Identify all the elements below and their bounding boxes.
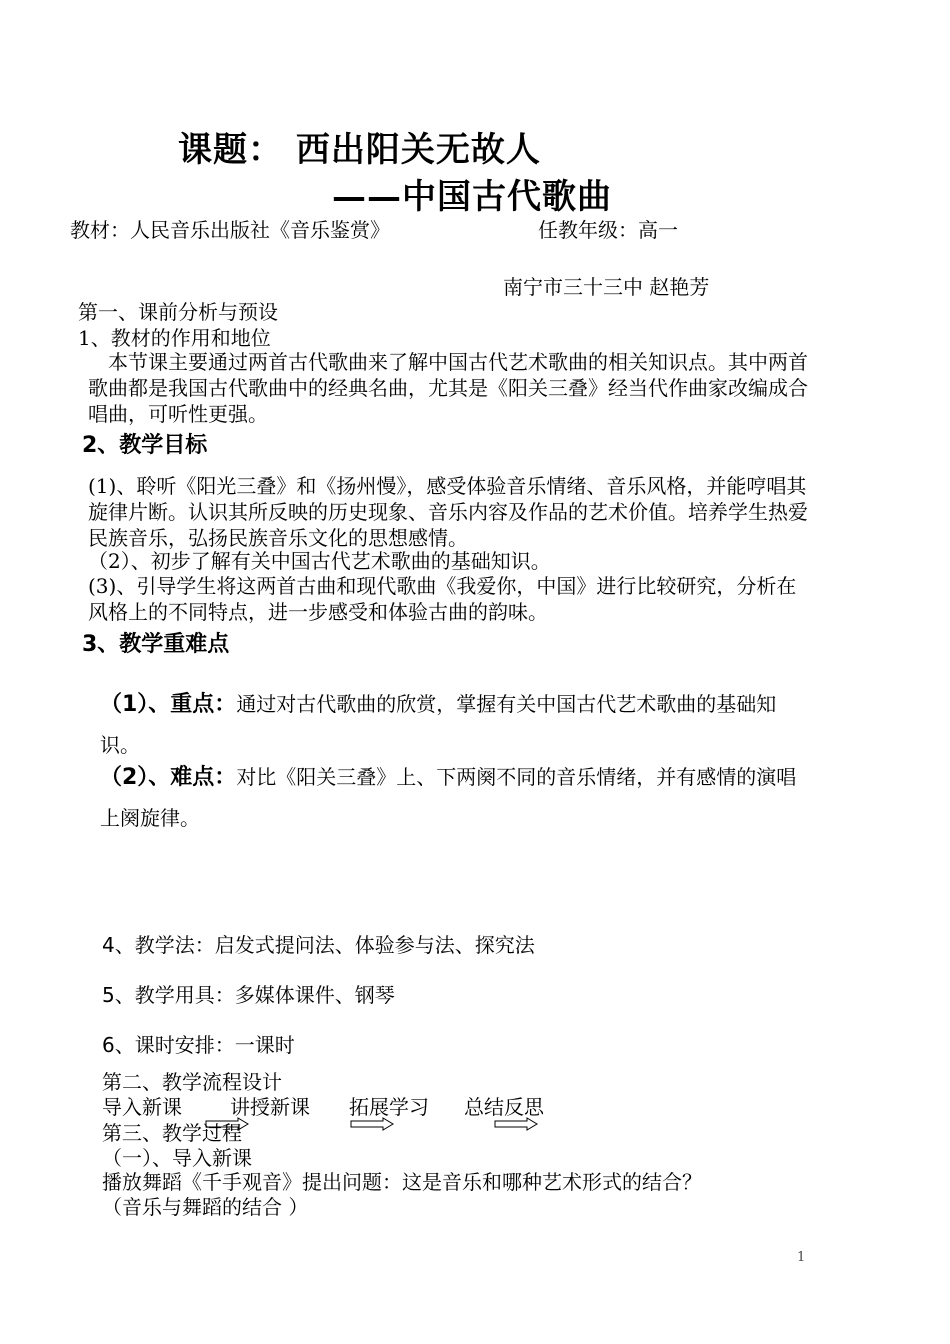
arrow-right-icon [494, 1117, 538, 1131]
key-point-text: 通过对古代歌曲的欣赏，掌握有关中国古代艺术歌曲的基础知识。 [100, 692, 777, 757]
difficult-point-text: 对比《阳关三叠》上、下两阕不同的音乐情绪，并有感情的演唱上阕旋律。 [100, 765, 797, 830]
section3-sub1: （一）、导入新课 [102, 1146, 252, 1170]
author-info: 南宁市三十三中 赵艳芳 [503, 275, 710, 299]
section3-heading: 第三、教学过程 [102, 1121, 242, 1145]
item5-teaching-tools: 5、教学用具：多媒体课件、钢琴 [102, 983, 395, 1007]
flow-step-2: 讲授新课 [230, 1095, 310, 1119]
section2-heading: 第二、教学流程设计 [102, 1070, 282, 1094]
goal-3: (3)、引导学生将这两首古曲和现代歌曲《我爱你，中国》进行比较研究，分析在风格上的不同特点，进一步感受和体验古曲的韵味。 [88, 574, 797, 624]
item6-class-hours: 6、课时安排：一课时 [102, 1033, 295, 1057]
arrow-right-icon [350, 1117, 394, 1131]
difficult-point [100, 757, 815, 838]
textbook-info: 教材：人民音乐出版社《音乐鉴赏》 [70, 218, 390, 242]
goal-1: (1)、聆听《阳光三叠》和《扬州慢》，感受体验音乐情绪、音乐风格，并能哼唱其旋律片断。认识其所反映的历史现象、音乐内容及作品的艺术价值。培养学生热爱民族音乐，弘扬民族音乐文化的思想感情。 [88, 474, 808, 550]
key-point-label: （1）、重点： [100, 692, 237, 717]
goal-2: （2）、初步了解有关中国古代艺术歌曲的基础知识。 [88, 549, 551, 573]
section3-text1: 播放舞蹈《千手观音》提出问题：这是音乐和哪种艺术形式的结合？ [102, 1170, 702, 1194]
key-point [100, 684, 815, 765]
item2-heading: 2、教学目标 [82, 433, 208, 458]
item4-teaching-method: 4、教学法：启发式提问法、体验参与法、探究法 [102, 933, 535, 957]
item1-paragraph: 本节课主要通过两首古代歌曲来了解中国古代艺术歌曲的相关知识点。其中两首歌曲都是我国古代歌曲中的经典名曲，尤其是《阳关三叠》经当代作曲家改编成合唱曲，可听性更强。 [88, 350, 808, 426]
page-number: 1 [797, 1250, 806, 1265]
document-subtitle: ——中国古代歌曲 [332, 177, 612, 217]
document-title: 课题： 西出阳关无故人 [178, 130, 541, 170]
flow-step-4: 总结反思 [464, 1095, 544, 1119]
item3-heading: 3、教学重难点 [82, 632, 230, 657]
section1-heading: 第一、课前分析与预设 [78, 300, 278, 324]
flow-step-3: 拓展学习 [349, 1095, 429, 1119]
item1-heading: 1、教材的作用和地位 [78, 326, 271, 350]
grade-info: 任教年级：高一 [538, 218, 678, 242]
difficult-point-label: （2）、难点： [100, 765, 237, 790]
section3-text2: （音乐与舞蹈的结合 ） [102, 1195, 309, 1219]
flow-step-1: 导入新课 [102, 1095, 182, 1119]
flow-row [0, 1095, 950, 1123]
